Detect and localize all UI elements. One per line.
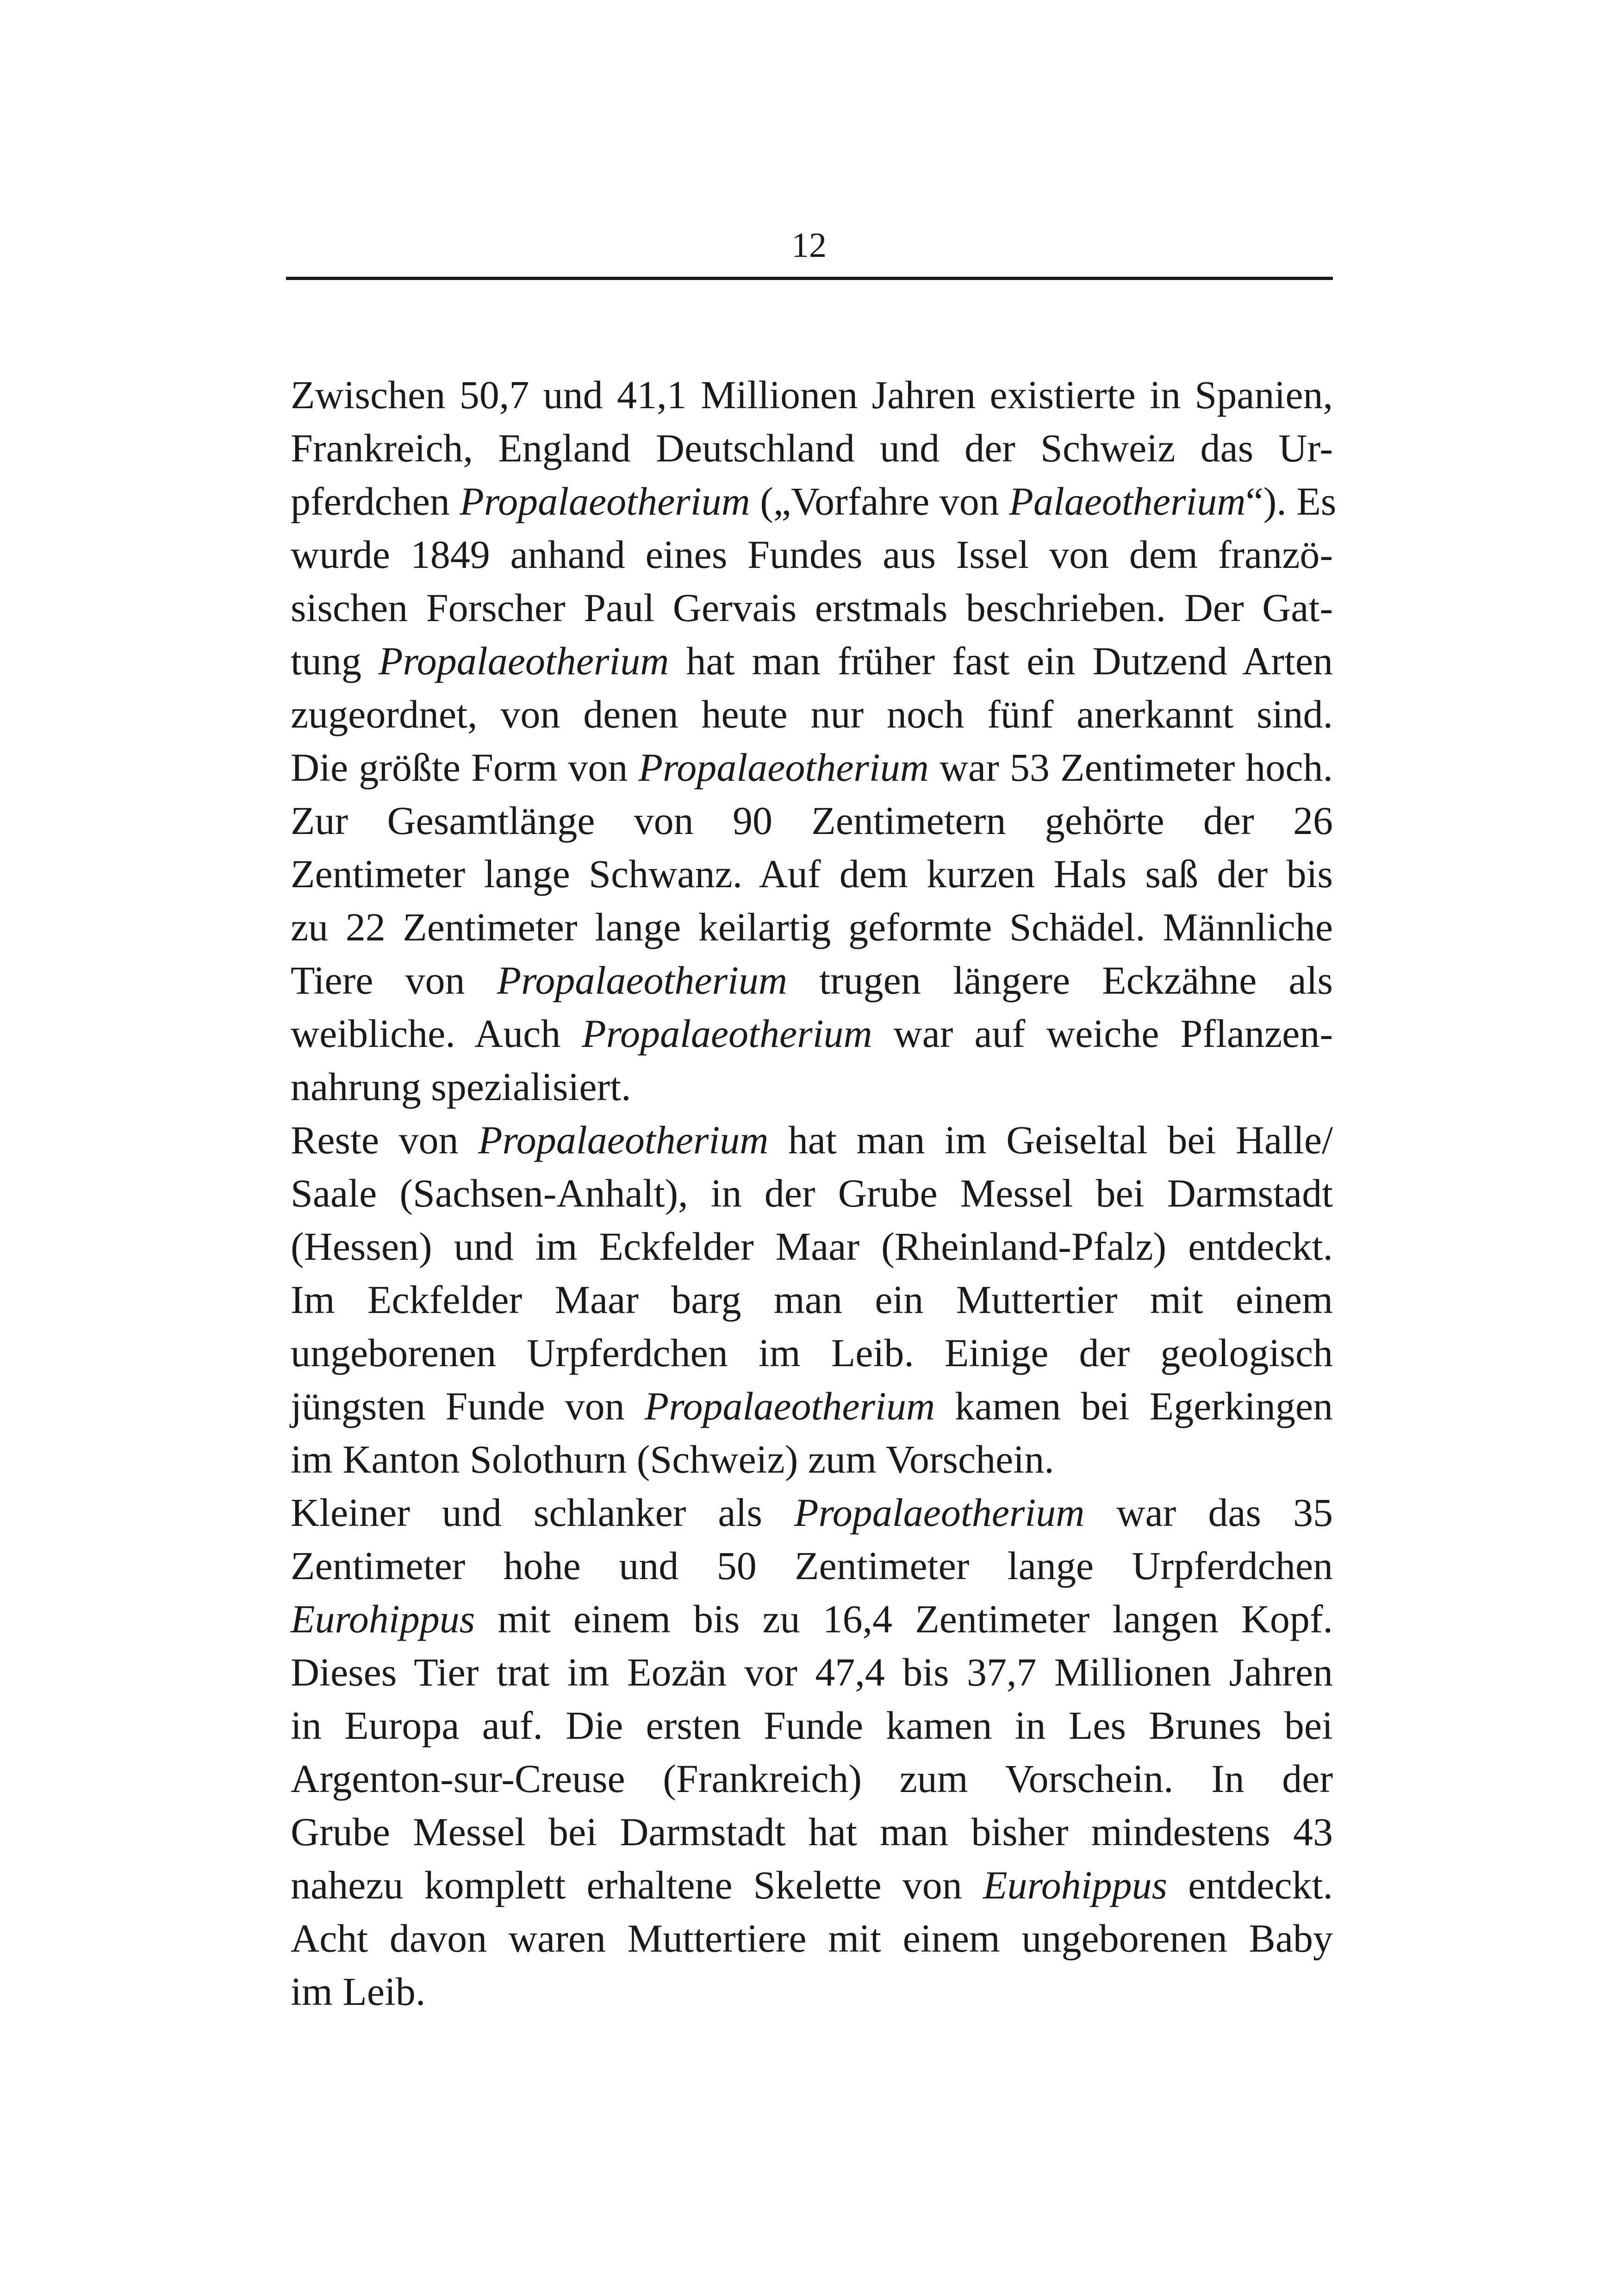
text-run: nahrung spezialisiert. <box>291 1064 631 1109</box>
text-line <box>291 1114 1333 1167</box>
text-run: Grube Messel bei Darmstadt hat man bisher mindestens 43 <box>291 1810 1333 1854</box>
text-line <box>291 1220 1333 1273</box>
text-run: Reste von <box>291 1118 478 1162</box>
text-line <box>291 581 1333 635</box>
text-run: kamen bei Egerkingen <box>935 1384 1333 1428</box>
paragraph <box>291 1114 1333 1486</box>
page-number: 12 <box>791 226 827 265</box>
genus-name: Propalaeotherium <box>497 958 788 1002</box>
genus-name: Propalaeotherium <box>644 1384 935 1428</box>
text-run: Argenton-sur-Creuse (Frankreich) zum Vorschein. In der <box>291 1756 1333 1801</box>
text-line <box>291 1646 1333 1699</box>
text-line <box>291 1007 1333 1060</box>
text-line <box>291 1167 1333 1220</box>
text-run: zu 22 Zentimeter lange keilartig geformte Schädel. Männliche <box>291 905 1333 949</box>
text-run: entdeckt. <box>1167 1863 1333 1907</box>
text-run: Tiere von <box>291 958 497 1002</box>
paragraph <box>291 368 1337 1114</box>
text-run: weibliche. Auch <box>291 1011 582 1056</box>
genus-name: Propalaeotherium <box>460 479 750 523</box>
text-run: war 53 Zentimeter hoch. <box>928 745 1333 790</box>
text-line <box>291 1912 1333 1965</box>
genus-name: Eurohippus <box>983 1863 1168 1907</box>
text-run: ungeborenen Urpferdchen im Leib. Einige der geologisch <box>291 1331 1333 1375</box>
text-line <box>291 368 1333 422</box>
text-run: zugeordnet, von denen heute nur noch fünf anerkannt sind. <box>291 692 1333 736</box>
genus-name: Propalaeotherium <box>638 745 929 790</box>
text-run: wurde 1849 anhand eines Fundes aus Issel von dem franzö- <box>291 532 1333 577</box>
text-run: im Kanton Solothurn (Schweiz) zum Vorschein. <box>291 1437 1054 1481</box>
text-run: Dieses Tier trat im Eozän vor 47,4 bis 37,7 Millionen Jahren <box>291 1650 1333 1694</box>
text-run: pferdchen <box>291 479 460 523</box>
genus-name: Propalaeotherium <box>379 639 669 683</box>
genus-name: Propalaeotherium <box>582 1011 872 1056</box>
text-run: („Vorfahre von <box>750 479 1009 523</box>
text-run: war das 35 <box>1084 1490 1333 1535</box>
text-run: Saale (Sachsen-Anhalt), in der Grube Messel bei Darmstadt <box>291 1171 1333 1215</box>
text-line <box>291 1859 1333 1912</box>
genus-name: Palaeotherium <box>1009 479 1246 523</box>
text-line <box>291 901 1333 954</box>
text-run: Kleiner und schlanker als <box>291 1490 794 1535</box>
text-line <box>291 954 1333 1007</box>
text-line <box>291 1486 1333 1539</box>
text-line <box>291 1805 1333 1859</box>
text-run: sischen Forscher Paul Gervais erstmals beschrieben. Der Gat- <box>291 585 1333 630</box>
text-run: Zentimeter hohe und 50 Zentimeter lange Urpferdchen <box>291 1543 1333 1588</box>
text-run: Die größte Form von <box>291 745 639 790</box>
text-run: Frankreich, England Deutschland und der Schweiz das Ur- <box>291 426 1333 470</box>
text-line <box>291 1965 1333 2018</box>
text-line <box>291 1326 1333 1380</box>
text-line <box>291 1273 1333 1326</box>
text-run: Zwischen 50,7 und 41,1 Millionen Jahren existierte in Spanien, <box>291 373 1333 417</box>
text-line <box>291 1752 1333 1805</box>
text-line <box>291 422 1333 475</box>
body-text <box>291 368 1337 2018</box>
genus-name: Propalaeotherium <box>478 1118 769 1162</box>
text-line <box>291 1380 1333 1433</box>
text-run: trugen längere Eckzähne als <box>787 958 1333 1002</box>
text-line <box>291 1060 1333 1114</box>
text-run: mit einem bis zu 16,4 Zentimeter langen Kopf. <box>475 1597 1333 1641</box>
text-line <box>291 1593 1333 1646</box>
text-line <box>291 688 1333 741</box>
text-run: hat man im Geiseltal bei Halle/ <box>768 1118 1333 1162</box>
text-run: war auf weiche Pflanzen- <box>872 1011 1333 1056</box>
text-line <box>291 475 1337 528</box>
genus-name: Propalaeotherium <box>794 1490 1085 1535</box>
text-run: in Europa auf. Die ersten Funde kamen in Les Brunes bei <box>291 1703 1333 1748</box>
text-run: im Leib. <box>291 1969 426 2014</box>
paragraph <box>291 1486 1333 2018</box>
text-line <box>291 528 1333 581</box>
text-run: Acht davon waren Muttertiere mit einem ungeborenen Baby <box>291 1916 1333 1960</box>
text-run: (Hessen) und im Eckfelder Maar (Rheinland-Pfalz) entdeckt. <box>291 1224 1333 1269</box>
text-run: “). Es <box>1245 479 1337 523</box>
text-run: Im Eckfelder Maar barg man ein Muttertier mit einem <box>291 1277 1333 1322</box>
genus-name: Eurohippus <box>291 1597 475 1641</box>
text-line <box>291 1699 1333 1752</box>
text-run: Zentimeter lange Schwanz. Auf dem kurzen Hals saß der bis <box>291 852 1333 896</box>
header-rule <box>286 277 1333 280</box>
text-line <box>291 635 1333 688</box>
text-line <box>291 794 1333 847</box>
text-run: hat man früher fast ein Dutzend Arten <box>669 639 1333 683</box>
text-run: jüngsten Funde von <box>291 1384 645 1428</box>
text-line <box>291 1539 1333 1593</box>
text-run: Zur Gesamtlänge von 90 Zentimetern gehörte der 26 <box>291 798 1333 843</box>
text-run: tung <box>291 639 379 683</box>
text-line <box>291 1433 1333 1486</box>
text-line <box>291 847 1333 901</box>
text-line <box>291 741 1333 794</box>
text-run: nahezu komplett erhaltene Skelette von <box>291 1863 983 1907</box>
